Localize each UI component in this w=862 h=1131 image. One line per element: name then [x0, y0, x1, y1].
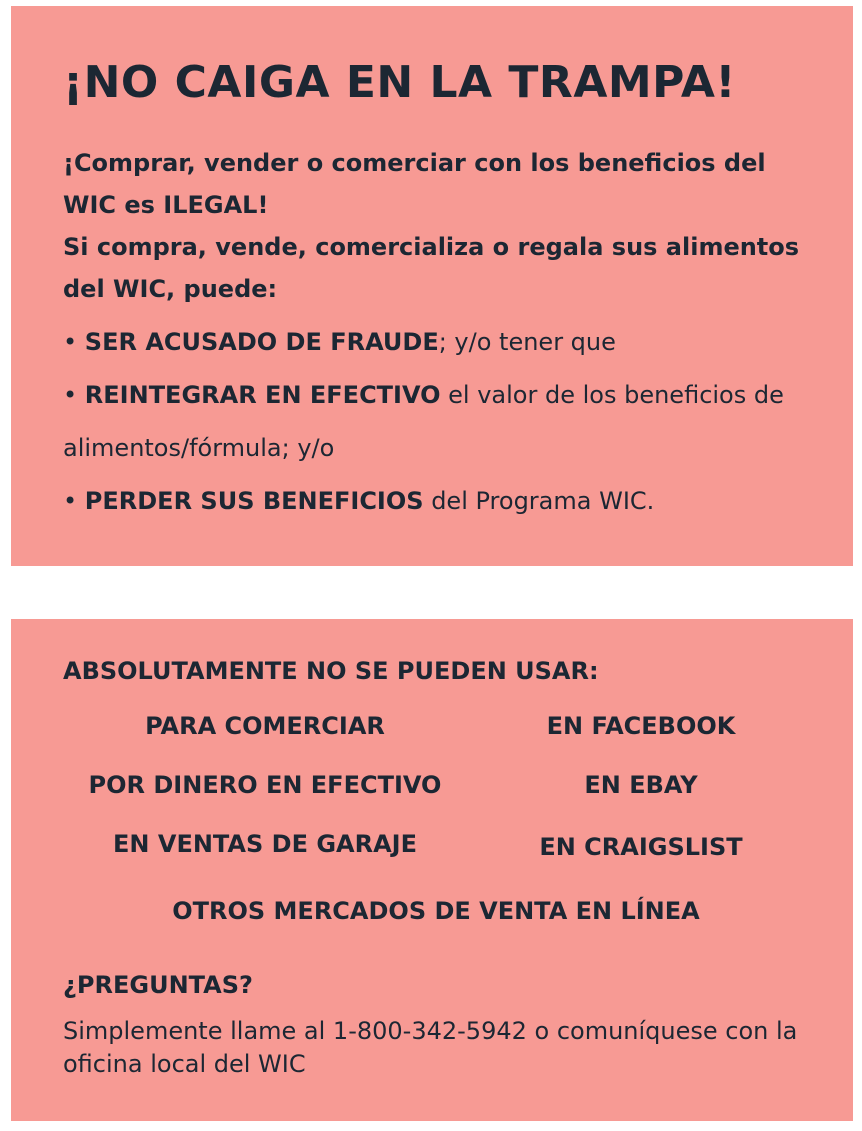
warning-panel	[11, 6, 853, 566]
list-item	[63, 316, 813, 369]
list-item	[63, 475, 813, 528]
bullet-marker: •	[63, 381, 78, 409]
restriction-trade: PARA COMERCIAR	[145, 712, 385, 740]
questions-heading: ¿PREGUNTAS?	[63, 971, 253, 999]
warning-title: ¡NO CAIGA EN LA TRAMPA!	[63, 57, 736, 108]
restriction-ebay: EN EBAY	[584, 771, 698, 799]
restriction-online-markets: OTROS MERCADOS DE VENTA EN LÍNEA	[172, 897, 700, 925]
restriction-craigslist: EN CRAIGSLIST	[539, 833, 743, 861]
consequence-text: ; y/o tener que	[438, 328, 616, 356]
consequence-strong: REINTEGRAR EN EFECTIVO	[84, 381, 441, 409]
bullet-marker: •	[63, 487, 78, 515]
consequence-strong: PERDER SUS BENEFICIOS	[84, 487, 424, 515]
restrictions-panel	[11, 619, 853, 1121]
restriction-facebook: EN FACEBOOK	[546, 712, 736, 740]
consequences-lead: Si compra, vende, comercializa o regala sus alimentos del WIC, puede:	[63, 233, 800, 303]
consequence-strong: SER ACUSADO DE FRAUDE	[84, 328, 439, 356]
list-item	[63, 369, 813, 475]
consequence-text: el valor de los beneficios de alimentos/fórmula; y/o	[63, 381, 784, 462]
restrictions-heading: ABSOLUTAMENTE NO SE PUEDEN USAR:	[63, 657, 599, 685]
consequences-list	[63, 316, 813, 528]
warning-intro	[63, 142, 813, 310]
bullet-marker: •	[63, 328, 78, 356]
illegal-statement: ¡Comprar, vender o comerciar con los beneficios del WIC es ILEGAL!	[63, 149, 766, 219]
consequence-text: del Programa WIC.	[423, 487, 655, 515]
questions-text: Simplemente llame al 1-800-342-5942 o comuníquese con la oficina local del WIC	[63, 1017, 798, 1078]
restriction-cash: POR DINERO EN EFECTIVO	[88, 771, 442, 799]
restriction-garage-sales: EN VENTAS DE GARAJE	[113, 830, 417, 858]
